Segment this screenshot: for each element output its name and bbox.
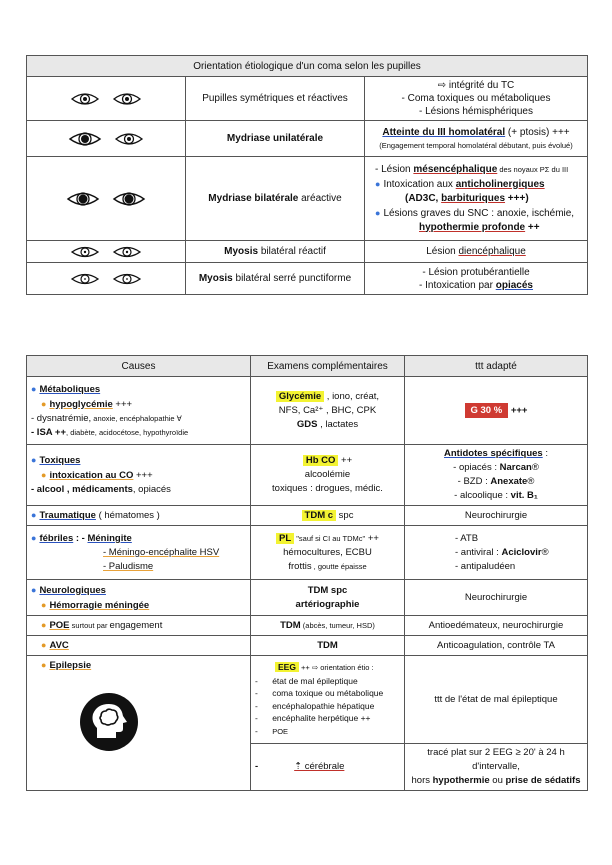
pupils-row-label: Mydriase bilatérale aréactive: [186, 157, 365, 241]
pupils-table-title: Orientation étiologique d'un coma selon les pupilles: [27, 56, 588, 77]
pupils-row-result: Lésion diencéphalique: [365, 241, 588, 263]
pupils-row-label: Myosis bilatéral réactif: [186, 241, 365, 263]
eyes-cell: [27, 263, 186, 295]
row-avc: ● AVC TDM Anticoagulation, contrôle TA: [27, 636, 588, 656]
header-exams: Examens complémentaires: [251, 356, 405, 377]
pupils-row-result: Atteinte du III homolatéral (+ ptosis) +++ (Engagement temporal homolatéral débutant, puis évolué): [365, 121, 588, 157]
header-causes: Causes: [27, 356, 251, 377]
row-trauma: ● Traumatique ( hématomes ) TDM c spc Neurochirurgie: [27, 506, 588, 526]
dilated-eye-icon: [66, 193, 100, 204]
pupils-row-result: - Lésion mésencéphalique des noyaux PΣ du III ● Intoxication aux anticholinergiques (AD3C, barbituriques +++) ● Lésions graves du SNC : anoxie, ischémie, hypothermie profonde ++: [365, 157, 588, 241]
pupils-row-label: Myosis bilatéral serré punctiforme: [186, 263, 365, 295]
pupils-table: [26, 55, 588, 295]
glucose-badge: G 30 %: [465, 403, 509, 418]
causes-table: [26, 355, 588, 791]
normal-eye-icon: [114, 133, 144, 144]
pupils-row-result: ⇨ intégrité du TC - Coma toxiques ou métaboliques - Lésions hémisphériques: [365, 77, 588, 121]
dilated-eye-icon: [68, 133, 102, 144]
eyes-cell: [27, 241, 186, 263]
row-toxic: ● Toxiques ● intoxication au CO +++ - alcool , médicaments, opiacés Hb CO ++ alcoolémie toxiques : drogues, médic. Antidotes spécifiques : - opiacés : Narcan® - BZD : Anexate® - alcoolique : vit. B₁: [27, 445, 588, 506]
constricted-eye-icon: [112, 246, 142, 257]
pupils-row-label: Mydriase unilatérale: [186, 121, 365, 157]
pinpoint-eye-icon: [70, 273, 100, 284]
row-neuro: ● Neurologiques ● Hémorragie méningée TDM spc artériographie Neurochirurgie: [27, 580, 588, 616]
row-febrile: ● fébriles : - Méningite - Méningo-encéphalite HSV - Paludisme PL "sauf si CI au TDMc" ++ hémocultures, ECBU frottis , goutte épaisse - ATB - antiviral : Aciclovir® - antipaludéen: [27, 526, 588, 580]
row-poe: ● POE surtout par engagement TDM (abcès, tumeur, HSD) Antioedémateux, neurochirurgie: [27, 616, 588, 636]
pupils-row-result: - Lésion protubérantielle - Intoxication par opiacés: [365, 263, 588, 295]
normal-eye-icon: [70, 93, 100, 104]
row-metabolic: ● Métaboliques ● hypoglycémie +++ - dysnatrémie, anoxie, encéphalopathie ∀ - ISA ++, diabète, acidocétose, hypothyroïdie Glycémie , iono, créat, NFS, Ca²⁺ , BHC, CPK GDS , lactates G 30 % +++: [27, 377, 588, 445]
header-treatment: ttt adapté: [405, 356, 588, 377]
row-brain-death: - ⇡ cérébrale tracé plat sur 2 EEG ≥ 20' à 24 h d'intervalle, hors hypothermie ou prise de sédatifs: [27, 744, 588, 791]
normal-eye-icon: [112, 93, 142, 104]
eyes-cell: [27, 121, 186, 157]
eyes-cell: [27, 157, 186, 241]
pupils-row-label: Pupilles symétriques et réactives: [186, 77, 365, 121]
brain-head-icon: [79, 692, 139, 757]
eyes-cell: [27, 77, 186, 121]
constricted-eye-icon: [70, 246, 100, 257]
row-epilepsy: ● Epilepsie EEG ++ ⇨ orientation étio : - état de mal épileptique - coma toxique ou métabolique - encéphalopathie hépatique - encéphalite herpétique ++ - POE ttt de l'état de mal épileptique: [27, 656, 588, 744]
dilated-eye-icon: [112, 193, 146, 204]
pinpoint-eye-icon: [112, 273, 142, 284]
